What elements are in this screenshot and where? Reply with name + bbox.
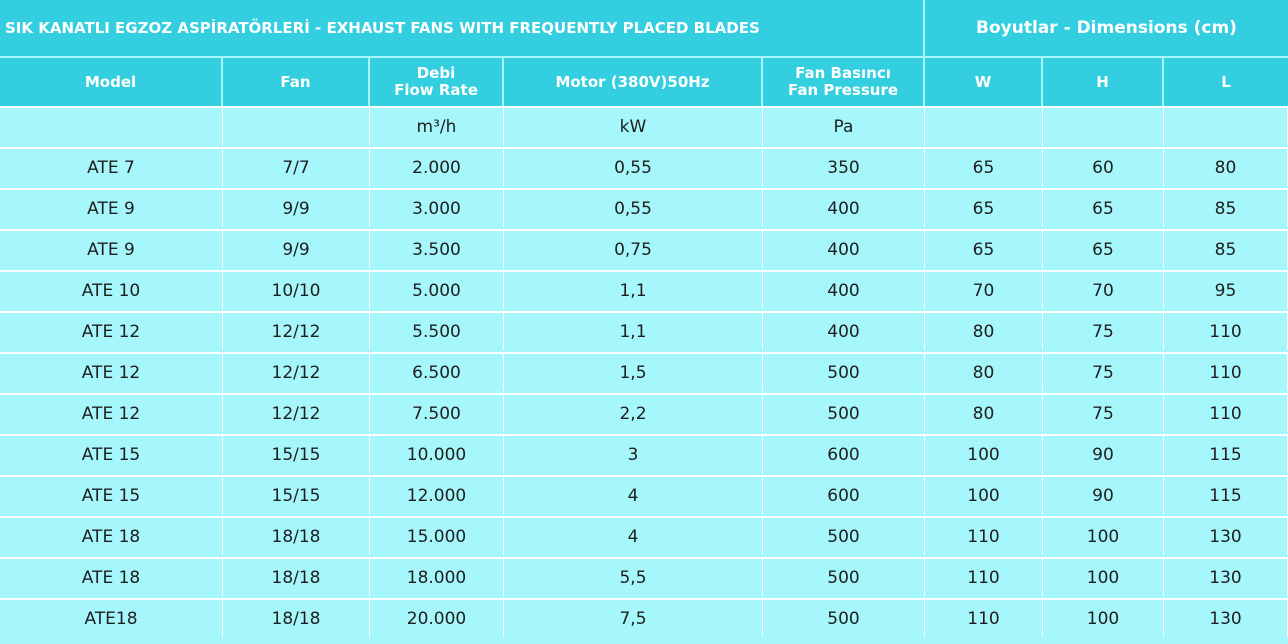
table-title: SIK KANATLI EGZOZ ASPİRATÖRLERİ - EXHAUST FANS WITH FREQUENTLY PLACED BLADES bbox=[0, 0, 923, 56]
cell-length: 80 bbox=[1164, 147, 1288, 186]
cell-length: 115 bbox=[1164, 475, 1288, 514]
cell-model: ATE 12 bbox=[0, 352, 223, 391]
table-row bbox=[0, 352, 1288, 391]
table-row bbox=[0, 516, 1288, 555]
unit-flow: m³/h bbox=[370, 106, 504, 145]
cell-fan: 10/10 bbox=[223, 270, 370, 309]
cell-length: 110 bbox=[1164, 393, 1288, 432]
cell-flow: 3.000 bbox=[370, 188, 504, 227]
cell-width: 65 bbox=[925, 188, 1043, 227]
cell-motor: 0,75 bbox=[504, 229, 763, 268]
cell-height: 100 bbox=[1043, 516, 1164, 555]
cell-flow: 10.000 bbox=[370, 434, 504, 473]
cell-pressure: 400 bbox=[763, 229, 925, 268]
cell-flow: 20.000 bbox=[370, 598, 504, 637]
cell-fan: 18/18 bbox=[223, 598, 370, 637]
cell-pressure: 400 bbox=[763, 311, 925, 350]
cell-height: 65 bbox=[1043, 188, 1164, 227]
cell-height: 100 bbox=[1043, 598, 1164, 637]
cell-pressure: 500 bbox=[763, 352, 925, 391]
table-row bbox=[0, 557, 1288, 596]
cell-fan: 15/15 bbox=[223, 475, 370, 514]
table-row bbox=[0, 229, 1288, 268]
cell-model: ATE 9 bbox=[0, 229, 223, 268]
units-row bbox=[0, 106, 1288, 145]
header-fan-pressure bbox=[763, 58, 923, 106]
cell-flow: 5.000 bbox=[370, 270, 504, 309]
cell-model: ATE18 bbox=[0, 598, 223, 637]
cell-motor: 7,5 bbox=[504, 598, 763, 637]
cell-length: 95 bbox=[1164, 270, 1288, 309]
cell-motor: 4 bbox=[504, 475, 763, 514]
cell-flow: 6.500 bbox=[370, 352, 504, 391]
header-motor bbox=[504, 58, 761, 106]
cell-model: ATE 12 bbox=[0, 311, 223, 350]
cell-fan: 12/12 bbox=[223, 311, 370, 350]
cell-length: 85 bbox=[1164, 188, 1288, 227]
cell-model: ATE 10 bbox=[0, 270, 223, 309]
cell-model: ATE 12 bbox=[0, 393, 223, 432]
cell-flow: 18.000 bbox=[370, 557, 504, 596]
cell-model: ATE 15 bbox=[0, 475, 223, 514]
cell-width: 100 bbox=[925, 434, 1043, 473]
cell-fan: 18/18 bbox=[223, 516, 370, 555]
cell-width: 65 bbox=[925, 229, 1043, 268]
cell-length: 130 bbox=[1164, 598, 1288, 637]
cell-model: ATE 7 bbox=[0, 147, 223, 186]
table-row bbox=[0, 311, 1288, 350]
cell-fan: 12/12 bbox=[223, 352, 370, 391]
unit-fan bbox=[223, 106, 370, 145]
header-fan-pressure-tr: Fan Basıncı bbox=[795, 64, 891, 82]
cell-height: 75 bbox=[1043, 393, 1164, 432]
unit-pressure: Pa bbox=[763, 106, 925, 145]
cell-model: ATE 18 bbox=[0, 557, 223, 596]
cell-flow: 12.000 bbox=[370, 475, 504, 514]
table-row bbox=[0, 434, 1288, 473]
cell-length: 130 bbox=[1164, 516, 1288, 555]
cell-fan: 9/9 bbox=[223, 188, 370, 227]
cell-flow: 5.500 bbox=[370, 311, 504, 350]
cell-pressure: 350 bbox=[763, 147, 925, 186]
cell-height: 75 bbox=[1043, 352, 1164, 391]
cell-height: 70 bbox=[1043, 270, 1164, 309]
table-row bbox=[0, 147, 1288, 186]
cell-width: 110 bbox=[925, 516, 1043, 555]
cell-length: 130 bbox=[1164, 557, 1288, 596]
cell-pressure: 600 bbox=[763, 434, 925, 473]
cell-width: 80 bbox=[925, 393, 1043, 432]
cell-motor: 0,55 bbox=[504, 147, 763, 186]
cell-width: 65 bbox=[925, 147, 1043, 186]
cell-length: 115 bbox=[1164, 434, 1288, 473]
cell-pressure: 500 bbox=[763, 557, 925, 596]
cell-height: 75 bbox=[1043, 311, 1164, 350]
cell-width: 110 bbox=[925, 557, 1043, 596]
cell-motor: 0,55 bbox=[504, 188, 763, 227]
cell-model: ATE 15 bbox=[0, 434, 223, 473]
header-length-label: L bbox=[1221, 72, 1231, 91]
cell-model: ATE 18 bbox=[0, 516, 223, 555]
header-motor-label: Motor (380V)50Hz bbox=[555, 72, 710, 91]
cell-flow: 15.000 bbox=[370, 516, 504, 555]
cell-fan: 9/9 bbox=[223, 229, 370, 268]
header-fan-pressure-en: Fan Pressure bbox=[787, 81, 899, 99]
unit-model bbox=[0, 106, 223, 145]
header-height bbox=[1043, 58, 1162, 106]
dimensions-group-header: Boyutlar - Dimensions (cm) bbox=[925, 0, 1288, 56]
table-row bbox=[0, 393, 1288, 432]
cell-model: ATE 9 bbox=[0, 188, 223, 227]
cell-length: 85 bbox=[1164, 229, 1288, 268]
cell-height: 90 bbox=[1043, 434, 1164, 473]
cell-flow: 7.500 bbox=[370, 393, 504, 432]
cell-motor: 1,5 bbox=[504, 352, 763, 391]
cell-pressure: 600 bbox=[763, 475, 925, 514]
cell-motor: 2,2 bbox=[504, 393, 763, 432]
cell-length: 110 bbox=[1164, 352, 1288, 391]
cell-width: 100 bbox=[925, 475, 1043, 514]
header-flow-rate-en: Flow Rate bbox=[394, 81, 478, 99]
cell-pressure: 400 bbox=[763, 270, 925, 309]
table-title-row bbox=[0, 0, 1288, 58]
header-flow-rate bbox=[370, 58, 502, 106]
header-height-label: H bbox=[1096, 72, 1109, 91]
cell-length: 110 bbox=[1164, 311, 1288, 350]
header-flow-rate-tr: Debi bbox=[416, 64, 456, 82]
header-width-label: W bbox=[974, 72, 992, 91]
cell-motor: 5,5 bbox=[504, 557, 763, 596]
table-row bbox=[0, 598, 1288, 637]
cell-motor: 4 bbox=[504, 516, 763, 555]
cell-fan: 18/18 bbox=[223, 557, 370, 596]
cell-width: 80 bbox=[925, 352, 1043, 391]
cell-width: 110 bbox=[925, 598, 1043, 637]
cell-fan: 12/12 bbox=[223, 393, 370, 432]
table-row bbox=[0, 270, 1288, 309]
header-model-label: Model bbox=[84, 72, 137, 91]
cell-height: 60 bbox=[1043, 147, 1164, 186]
cell-pressure: 500 bbox=[763, 393, 925, 432]
cell-width: 70 bbox=[925, 270, 1043, 309]
header-width bbox=[925, 58, 1041, 106]
cell-motor: 3 bbox=[504, 434, 763, 473]
cell-pressure: 500 bbox=[763, 598, 925, 637]
cell-motor: 1,1 bbox=[504, 270, 763, 309]
cell-fan: 7/7 bbox=[223, 147, 370, 186]
unit-height bbox=[1043, 106, 1164, 145]
cell-flow: 2.000 bbox=[370, 147, 504, 186]
header-fan-label: Fan bbox=[280, 72, 311, 91]
cell-motor: 1,1 bbox=[504, 311, 763, 350]
cell-height: 65 bbox=[1043, 229, 1164, 268]
header-fan bbox=[223, 58, 368, 106]
cell-width: 80 bbox=[925, 311, 1043, 350]
header-model bbox=[0, 58, 221, 106]
cell-pressure: 500 bbox=[763, 516, 925, 555]
cell-pressure: 400 bbox=[763, 188, 925, 227]
cell-height: 100 bbox=[1043, 557, 1164, 596]
cell-fan: 15/15 bbox=[223, 434, 370, 473]
header-length bbox=[1164, 58, 1288, 106]
table-row bbox=[0, 475, 1288, 514]
table-row bbox=[0, 188, 1288, 227]
unit-length bbox=[1164, 106, 1288, 145]
unit-motor: kW bbox=[504, 106, 763, 145]
cell-height: 90 bbox=[1043, 475, 1164, 514]
column-header-row bbox=[0, 58, 1288, 106]
cell-flow: 3.500 bbox=[370, 229, 504, 268]
unit-width bbox=[925, 106, 1043, 145]
